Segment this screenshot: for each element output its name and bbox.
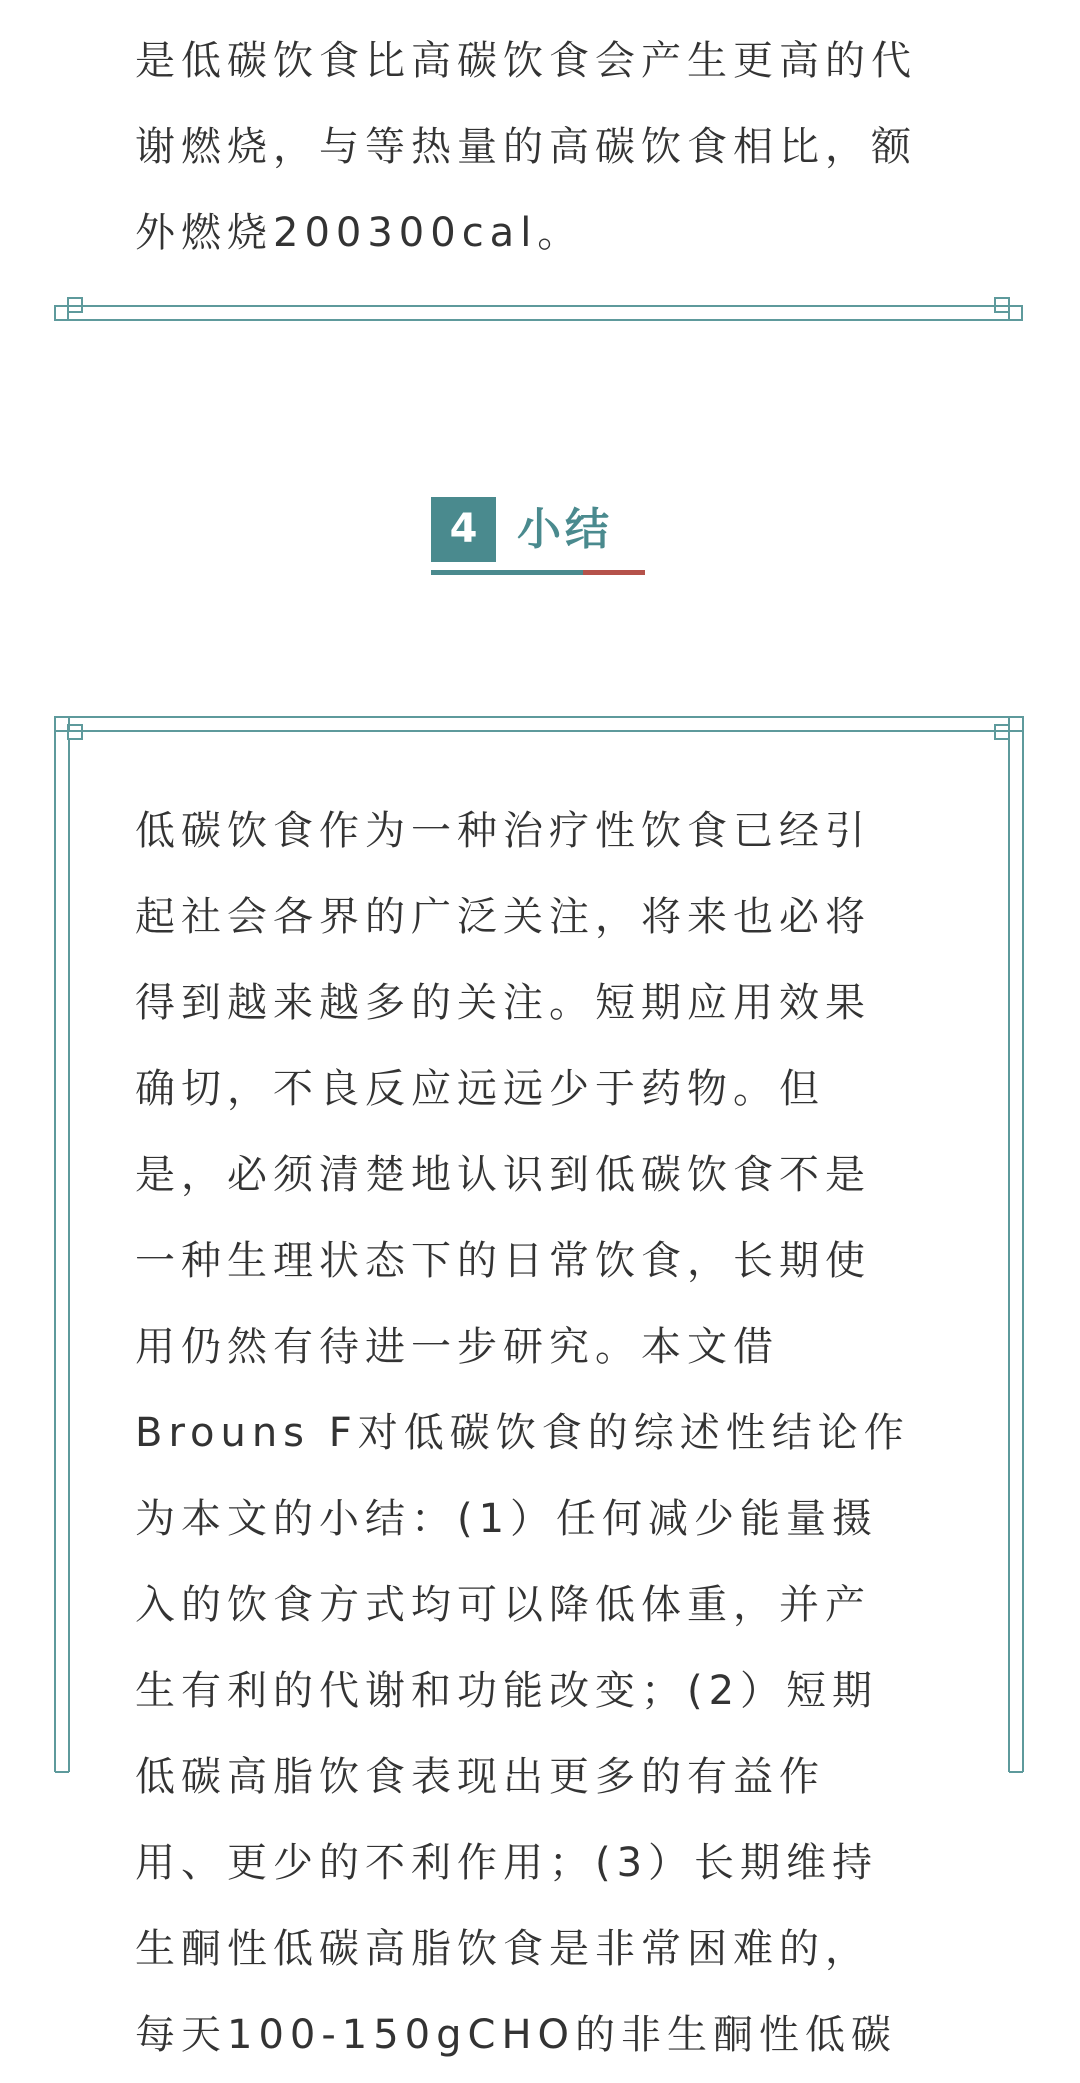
paragraph-line: 为本文的小结：(1）任何减少能量摄 [135,1496,879,1542]
paragraph-line: 确切，不良反应远远少于药物。但 [135,1066,825,1112]
section-number-badge: 4 [431,497,496,562]
paragraph-line: 低碳高脂饮食表现出更多的有益作 [135,1754,825,1800]
paragraph-line: 外燃烧200300cal。 [135,210,584,256]
paragraph-line: Brouns F对低碳饮食的综述性结论作 [135,1410,910,1456]
paragraph-line: 每天100-150gCHO的非生酮性低碳 [135,2012,898,2058]
paragraph-line: 是低碳饮食比高碳饮食会产生更高的代 [135,38,917,84]
heading-underline-teal [431,570,583,575]
paragraph-line: 谢燃烧，与等热量的高碳饮食相比，额 [135,124,917,170]
paragraph-line: 生有利的代谢和功能改变；(2）短期 [135,1668,879,1714]
paragraph-line: 生酮性低碳高脂饮食是非常困难的， [135,1926,871,1972]
paragraph-line: 一种生理状态下的日常饮食，长期使 [135,1238,871,1284]
previous-box-bottom-frame [55,298,1022,320]
paragraph-line: 低碳饮食作为一种治疗性饮食已经引 [135,808,871,854]
paragraph-line: 得到越来越多的关注。短期应用效果 [135,980,871,1026]
paragraph-line: 用、更少的不利作用；(3）长期维持 [135,1840,879,1886]
paragraph-line: 用仍然有待进一步研究。本文借 [135,1324,779,1370]
paragraph-line: 入的饮食方式均可以降低体重，并产 [135,1582,871,1628]
paragraph-line: 是，必须清楚地认识到低碳饮食不是 [135,1152,871,1198]
paragraph-line: 起社会各界的广泛关注，将来也必将 [135,894,871,940]
summary-paragraph [135,788,965,2078]
heading-underline-red [583,570,645,575]
section-title: 小结 [517,504,613,555]
